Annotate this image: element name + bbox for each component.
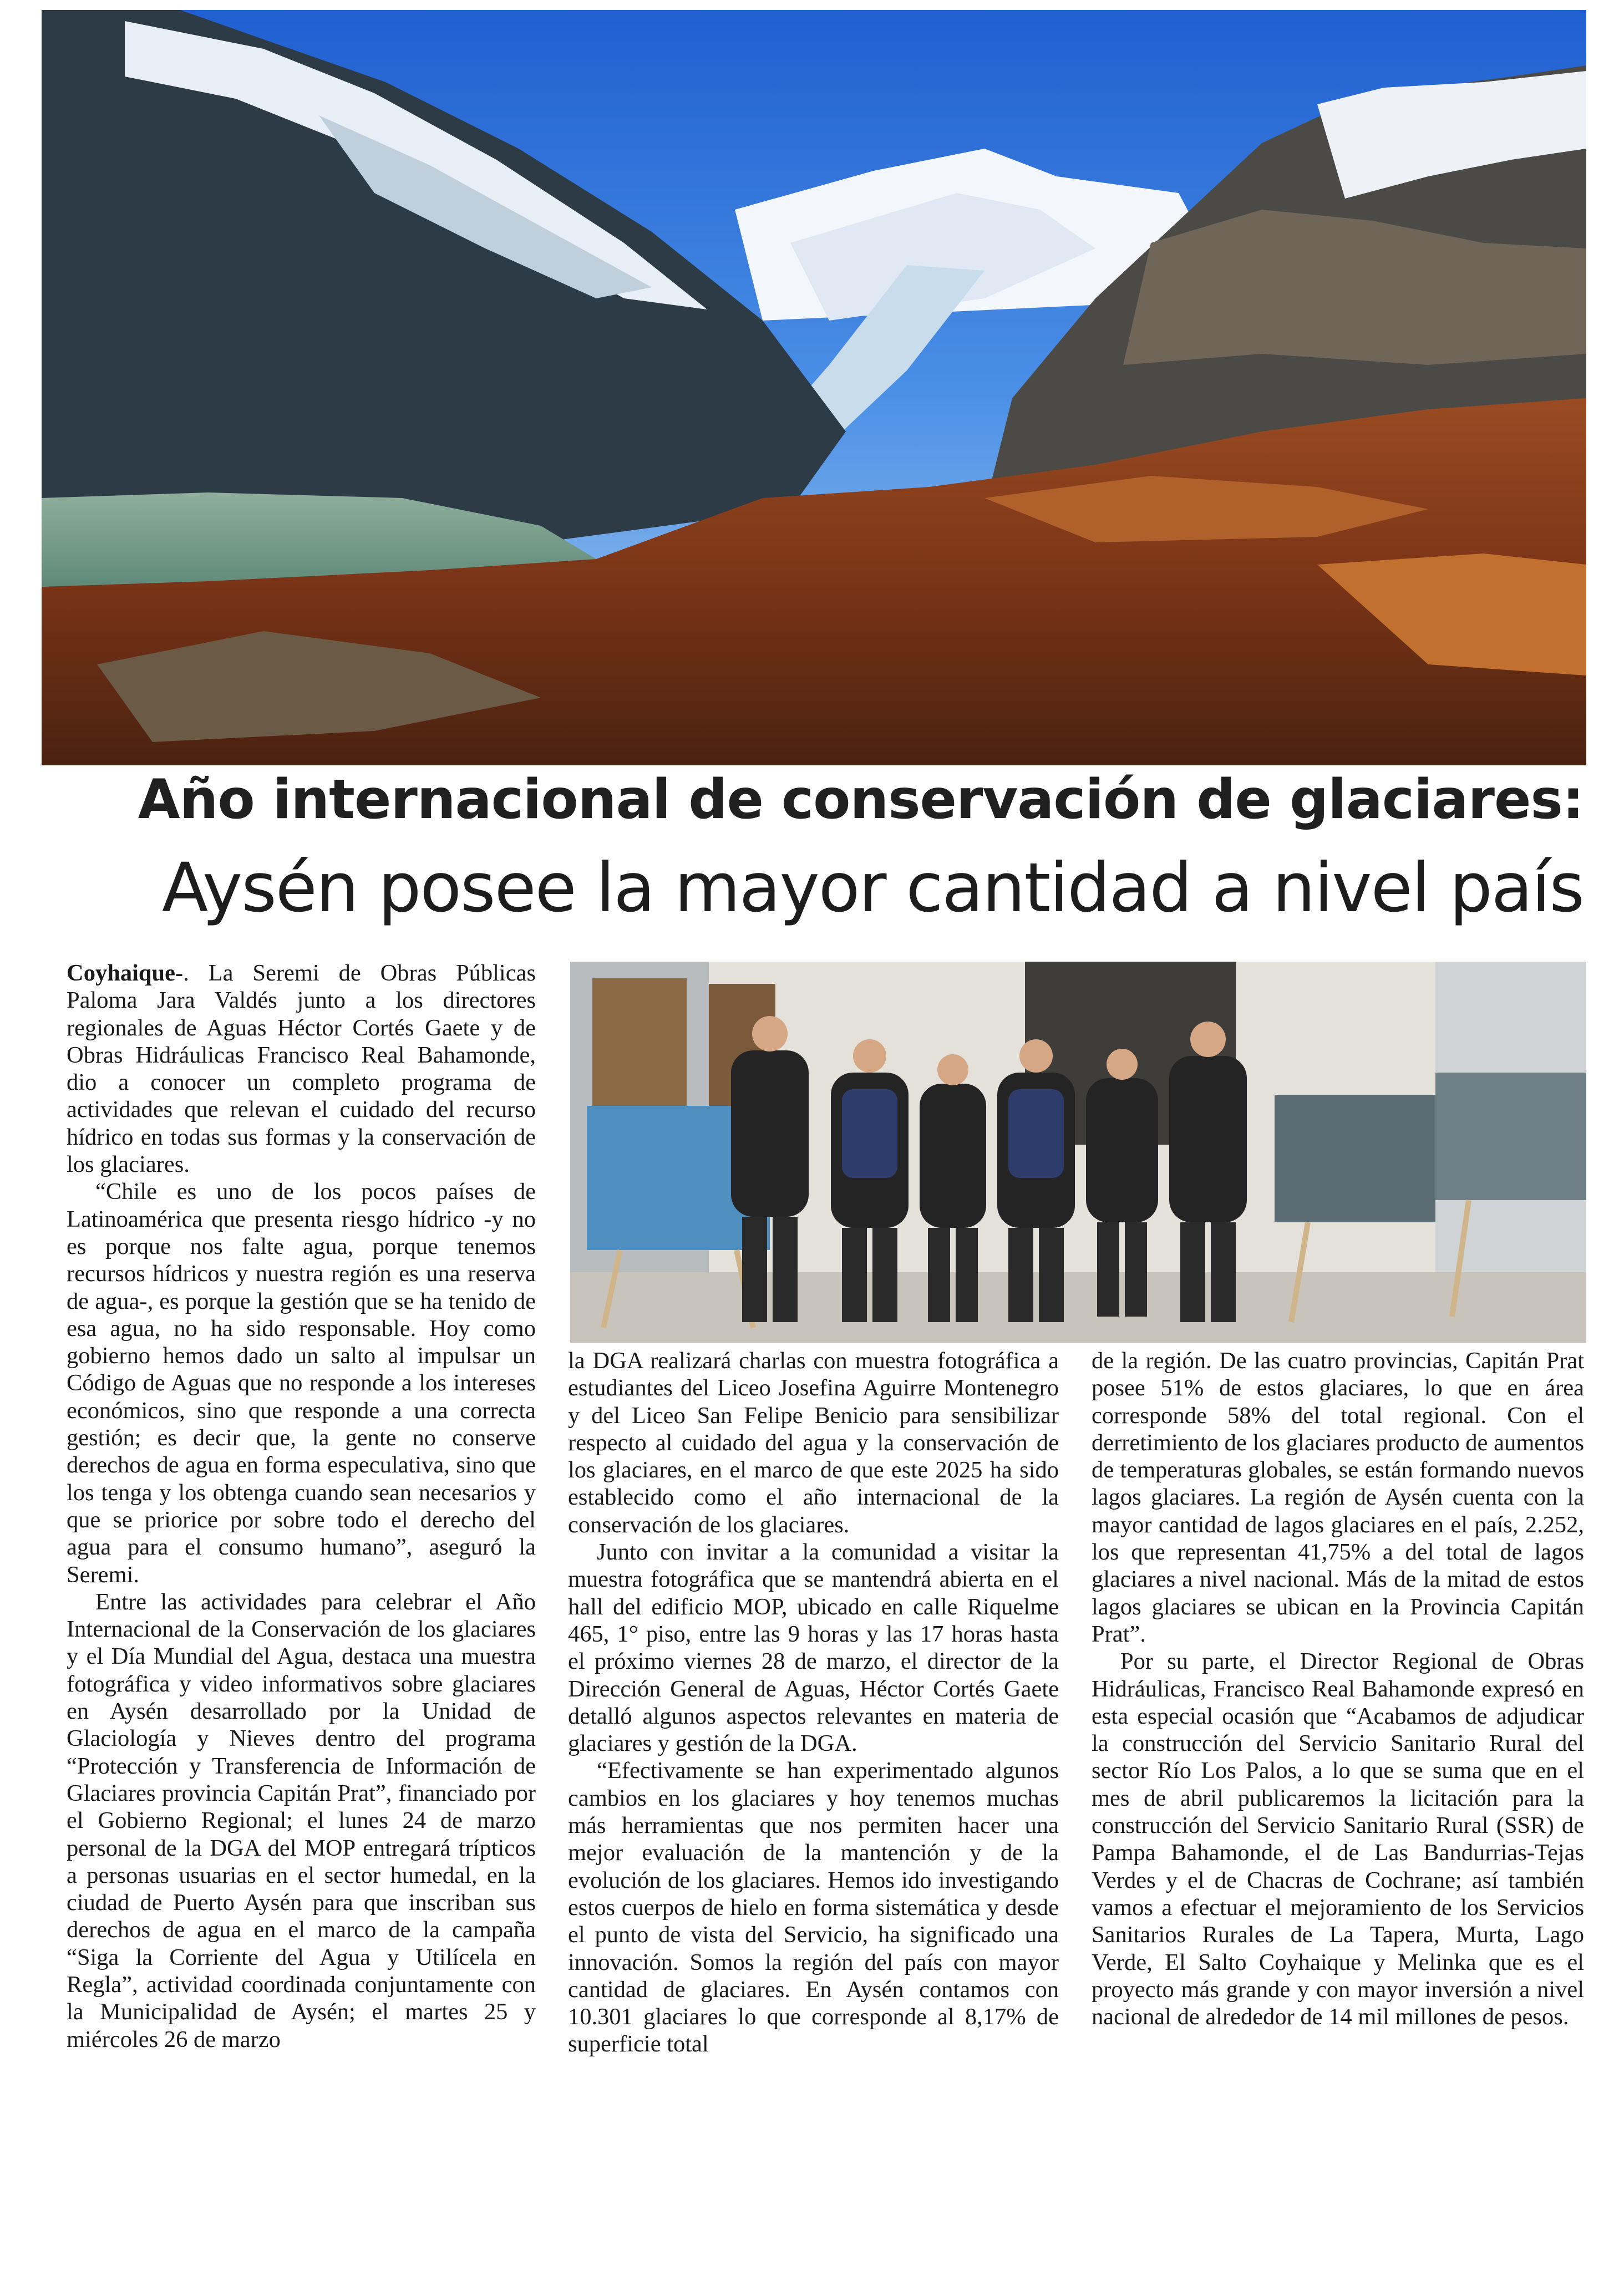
article-paragraph: Por su parte, el Director Regional de Obras Hidráulicas, Francisco Real Bahamonde expresó en esta especial ocasión que “Acabamos de adjudicar la construcción del Servicio Sanitario Rural del sector Río Los Palos, a lo que se suma que en el mes de abril publicaremos la licitación para la construcción del Servicio Sanitario Rural (SSR) de Pampa Bahamonde, el de Las Bandurrias-Tejas Verdes y el de Chacras de Cochrane; así también vamos a efectuar el mejoramiento de los Servicios Sanitarios Rurales de La Tapera, Murta, Lago Verde, El Salto Coyhaique y Melinka que es el proyecto más grande y con mayor inversión a nivel nacional de alrededor de 14 mil millones de pesos.: [1092, 1648, 1584, 2030]
article-headline: Aysén posee la mayor cantidad a nivel país: [161, 849, 1584, 927]
article-dateline: Coyhaique-: [67, 960, 184, 986]
article-column-1: [67, 959, 536, 2053]
article-paragraph: “Efectivamente se han experimentado algunos cambios en los glaciares y hoy tenemos muchas más herramientas que nos permiten hacer una mejor evaluación de la mantención y de la evolución de los glaciares. Hemos ido investigando estos cuerpos de hielo en forma sistemática y desde el punto de vista del Servicio, ha significado una innovación. Somos la región del país con mayor cantidad de glaciares. En Aysén contamos con 10.301 glaciares lo que corresponde al 8,17% de superficie total: [568, 1757, 1059, 2058]
article-paragraph: Junto con invitar a la comunidad a visitar la muestra fotográfica que se mantendrá abierta en el hall del edificio MOP, ubicado en calle Riquelme 465, 1° piso, entre las 9 horas y las 17 horas hasta el próximo viernes 28 de marzo, el director de la Dirección General de Aguas, Héctor Cortés Gaete detalló algunos aspectos relevantes en materia de glaciares y gestión de la DGA.: [568, 1539, 1059, 1757]
exhibition-group-illustration: [570, 962, 1586, 1343]
article-column-3: [1092, 1347, 1584, 2030]
article-kicker: Año internacional de conservación de glaciares:: [138, 768, 1584, 831]
article-paragraph: de la región. De las cuatro provincias, Capitán Prat posee 51% de estos glaciares, lo que en área corresponde 58% del total regional. Con el derretimiento de los glaciares producto de aumentos de temperaturas globales, se están formando nuevos lagos glaciares. La región de Aysén cuenta con la mayor cantidad de lagos glaciares en el país, 2.252, los que representan 41,75% a del total de lagos glaciares a nivel nacional. Más de la mitad de estos lagos glaciares se ubican en la Provincia Capitán Prat”.: [1092, 1348, 1584, 1647]
article-paragraph: Coyhaique-. La Seremi de Obras Públicas Paloma Jara Valdés junto a los directores regionales de Aguas Héctor Cortés Gaete y de Obras Hidráulicas Francisco Real Bahamonde, dio a conocer un completo programa de actividades que relevan el cuidado del recurso hídrico en todas sus formas y la conservación de los glaciares.: [67, 960, 536, 1178]
group-photo-exhibition: [570, 962, 1586, 1343]
article-column-2: [568, 1347, 1059, 2058]
article-paragraph: Entre las actividades para celebrar el Año Internacional de la Conservación de los glaciares y el Día Mundial del Agua, destaca una muestra fotográfica y video informativos sobre glaciares en Aysén desarrollado por la Unidad de Glaciología y Nieves dentro del programa “Protección y Transferencia de Información de Glaciares provincia Capitán Prat”, financiado por el Gobierno Regional; el lunes 24 de marzo personal de la DGA del MOP entregará trípticos a personas usuarias en el sector humedal, en la ciudad de Puerto Aysén para que inscriban sus derechos de agua en el marco de la campaña “Siga la Corriente del Agua y Utilícela en Regla”, actividad coordinada conjuntamente con la Municipalidad de Aysén; el martes 25 y miércoles 26 de marzo: [67, 1588, 536, 2053]
hero-photo-glacier-landscape: [42, 10, 1586, 765]
article-paragraph: la DGA realizará charlas con muestra fotográfica a estudiantes del Liceo Josefina Aguirre Montenegro y del Liceo San Felipe Benicio para sensibilizar respecto al cuidado del agua y la conservación de los glaciares, en el marco de que este 2025 ha sido establecido como el año internacional de la conservación de los glaciares.: [568, 1348, 1059, 1538]
article-paragraph: “Chile es uno de los pocos países de Latinoamérica que presenta riesgo hídrico -y no es porque nos falte agua, porque tenemos recursos hídricos y nuestra región es una reserva de agua-, es porque la gestión que se ha tenido de esa agua, no ha sido responsable. Hoy como gobierno hemos dado un salto al impulsar un Código de Aguas que no responde a los intereses económicos, sino que responde a una correcta gestión; es decir que, la gente no conserve derechos de agua en forma especulativa, sino que los tenga y los obtenga cuando sean necesarios y que se priorice por sobre todo el derecho del agua para el consumo humano”, aseguró la Seremi.: [67, 1179, 536, 1588]
glacier-landscape-illustration: [42, 10, 1586, 765]
